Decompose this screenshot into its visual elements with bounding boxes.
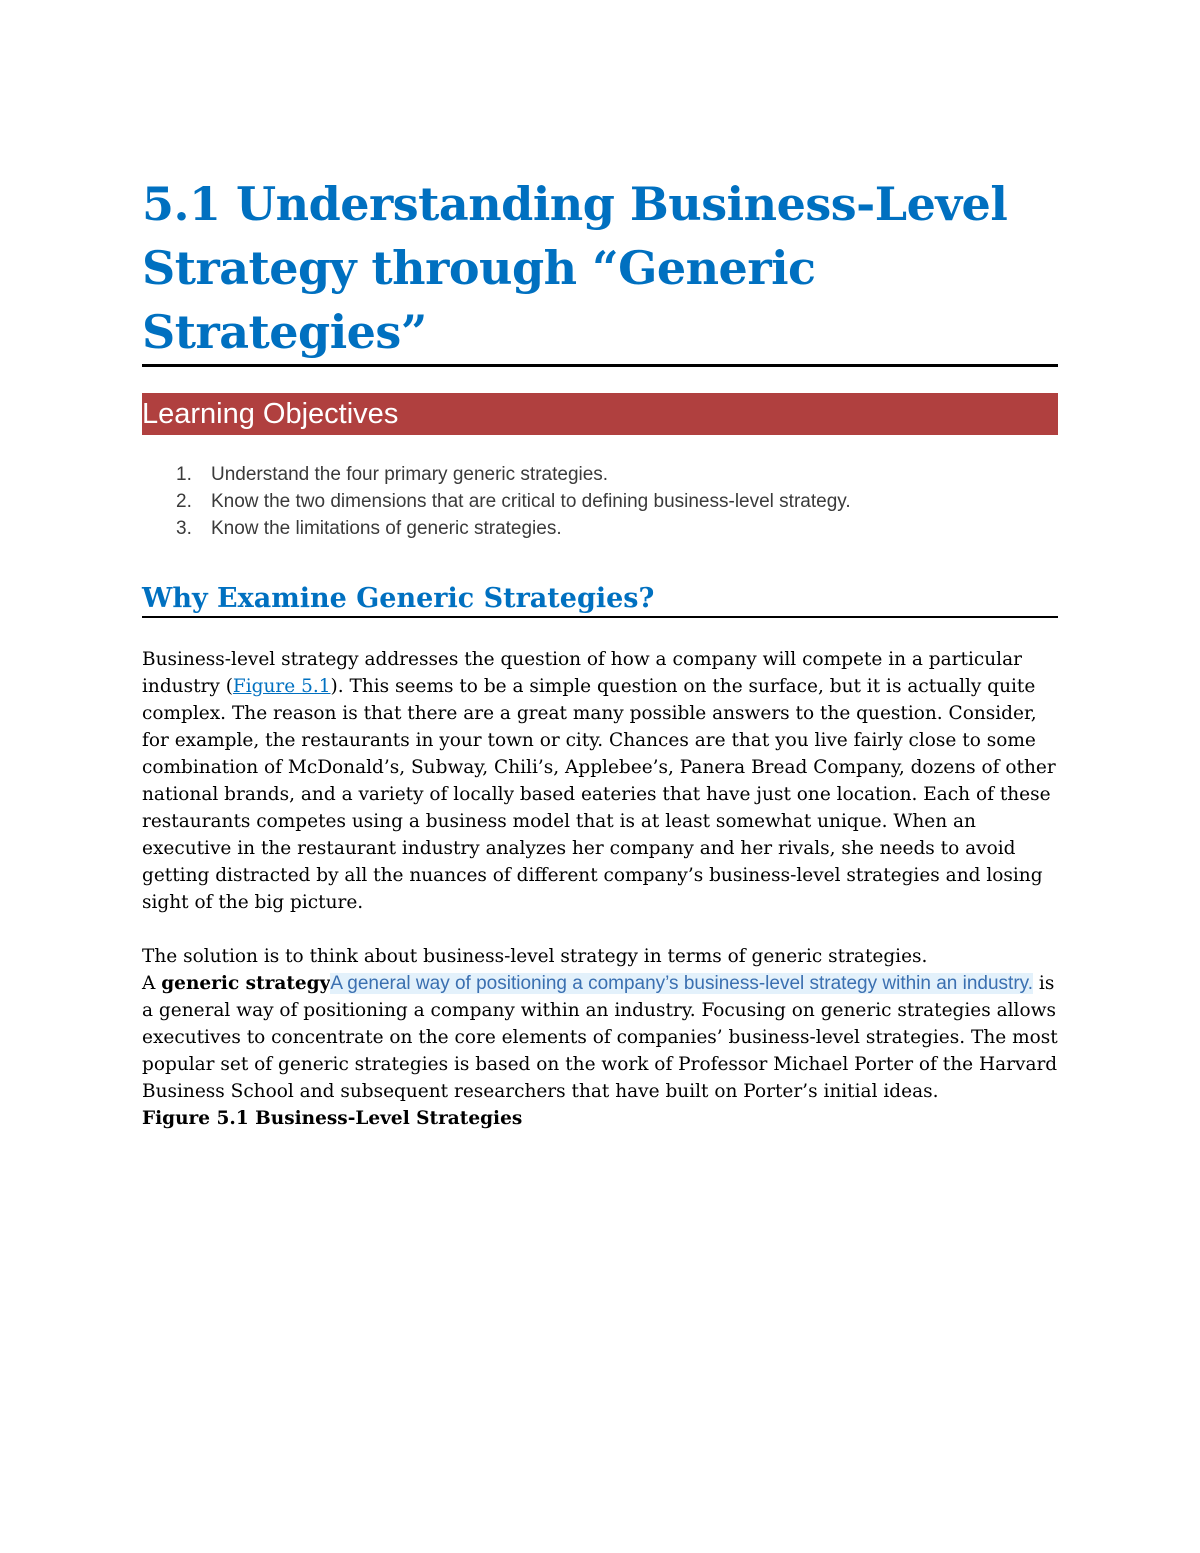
list-item <box>142 515 1058 542</box>
page-content <box>142 172 1058 1132</box>
body-paragraph-2 <box>142 943 1058 1105</box>
section-heading: Why Examine Generic Strategies? <box>142 583 655 614</box>
glossary-definition: A general way of positioning a company’s business-level strategy within an industry. <box>330 973 1034 994</box>
title-line-3: Strategies” <box>142 305 427 359</box>
list-item-number: 2. <box>176 491 192 512</box>
learning-objectives-heading: Learning Objectives <box>142 398 399 430</box>
title-line-1: 5.1 Understanding Business-Level <box>142 177 1008 231</box>
learning-objectives-banner <box>142 393 1058 435</box>
list-item-text: Know the limitations of generic strategies. <box>211 518 562 539</box>
glossary-term[interactable]: generic strategy <box>161 973 331 994</box>
list-item <box>142 461 1058 488</box>
list-item-text: Know the two dimensions that are critical to defining business-level strategy. <box>211 491 851 512</box>
section-divider <box>142 616 1058 618</box>
page-title <box>142 172 1058 364</box>
para1-start: Business-level strategy addresses the question of how a company will compete in a particular industry ( <box>142 649 1022 697</box>
list-item <box>142 488 1058 515</box>
para1-rest: ). This seems to be a simple question on the surface, but it is actually quite complex. The reason is that there are a great many possible answers to the question. Consider, for example, the restaurants in your town or city. Chances are that you live fairly close to some combination of McDonald’s, Subway, Chili’s, Applebee’s, Panera Bread Company, dozens of other national brands, and a variety of locally based eateries that have just one location. Each of these restaurants competes using a business model that is at least somewhat unique. When an executive in the restaurant industry analyzes her company and her rivals, she needs to avoid getting distracted by all the nuances of different company’s business-level strategies and losing sight of the big picture. <box>142 676 1056 913</box>
para2-rest: is a general way of positioning a company within an industry. Focusing on generic strategies allows executives to concentrate on the core elements of companies’ business-level strategies. The most popular set of generic strategies is based on the work of Professor Michael Porter of the Harvard Business School and subsequent researchers that have built on Porter’s initial ideas. <box>142 973 1058 1102</box>
learning-objectives-list <box>142 461 1058 542</box>
figure-link[interactable]: Figure 5.1 <box>232 676 331 697</box>
figure-caption: Figure 5.1 Business-Level Strategies <box>142 1108 523 1129</box>
title-line-2: Strategy through “Generic <box>142 241 816 295</box>
title-divider <box>142 364 1058 367</box>
body-paragraph-1 <box>142 646 1058 916</box>
para2-start: The solution is to think about business-level strategy in terms of generic strategies. <box>142 946 928 967</box>
list-item-number: 3. <box>176 518 192 539</box>
list-item-number: 1. <box>176 464 192 485</box>
list-item-text: Understand the four primary generic strategies. <box>211 464 609 485</box>
para2-a: A <box>142 973 162 994</box>
